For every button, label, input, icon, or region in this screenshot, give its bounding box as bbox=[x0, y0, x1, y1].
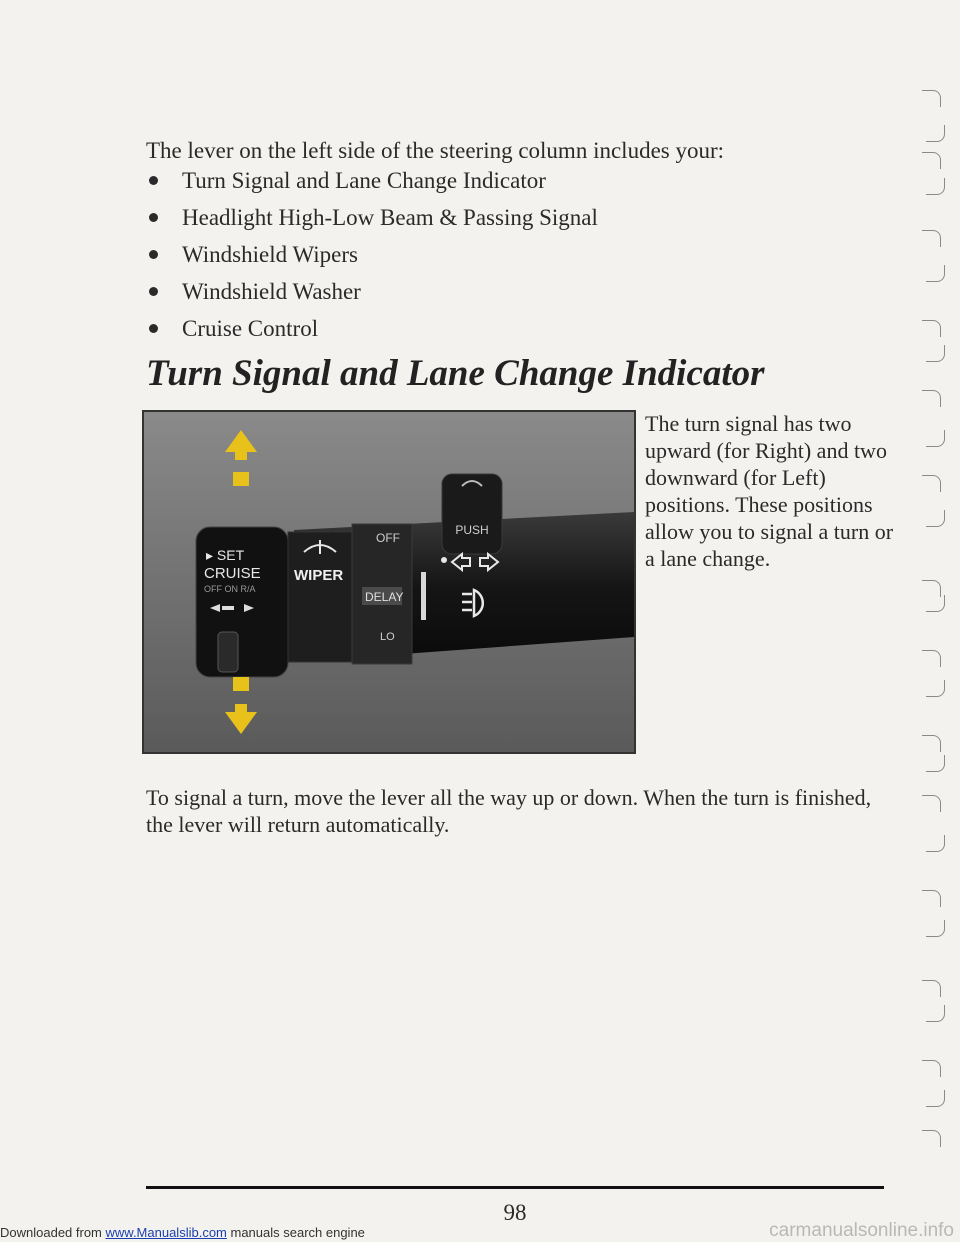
list-item: Headlight High-Low Beam & Passing Signal bbox=[146, 199, 598, 236]
page-edge-tabs bbox=[922, 90, 952, 1190]
edge-mark bbox=[926, 430, 945, 447]
lever-illustration bbox=[144, 412, 634, 752]
edge-mark bbox=[926, 510, 945, 527]
page-number: 98 bbox=[503, 1200, 527, 1225]
edge-mark bbox=[922, 90, 941, 107]
edge-mark bbox=[926, 680, 945, 697]
edge-mark bbox=[926, 835, 945, 852]
off-on-label: OFF ON R/A bbox=[204, 584, 256, 594]
edge-mark bbox=[922, 650, 941, 667]
edge-mark bbox=[926, 1005, 945, 1022]
edge-mark bbox=[926, 920, 945, 937]
section-title: Turn Signal and Lane Change Indicator bbox=[146, 353, 765, 394]
intro-text: The lever on the left side of the steering column includes your: bbox=[146, 138, 725, 163]
edge-mark bbox=[926, 178, 945, 195]
edge-mark bbox=[926, 1090, 945, 1107]
list-item: Windshield Wipers bbox=[146, 236, 598, 273]
bullet-icon bbox=[149, 250, 158, 259]
off-label: OFF bbox=[376, 531, 400, 545]
footer-rule bbox=[146, 1186, 884, 1189]
watermark: carmanualsonline.info bbox=[769, 1220, 954, 1241]
position-dot-icon bbox=[441, 557, 447, 563]
edge-mark bbox=[922, 1060, 941, 1077]
cruise-slide-switch[interactable] bbox=[218, 632, 238, 672]
turn-signal-lever-photo bbox=[142, 410, 636, 754]
list-item: Cruise Control bbox=[146, 310, 598, 347]
download-footer: Downloaded from www.Manualslib.com manuals search engine bbox=[0, 1225, 365, 1240]
bullet-icon bbox=[149, 213, 158, 222]
delay-indicator-bar bbox=[421, 572, 426, 620]
edge-mark bbox=[922, 735, 941, 752]
push-label: PUSH bbox=[455, 523, 489, 537]
manualslib-link[interactable]: www.Manualslib.com bbox=[105, 1225, 227, 1240]
bullet-icon bbox=[149, 287, 158, 296]
list-item: Turn Signal and Lane Change Indicator bbox=[146, 162, 598, 199]
edge-mark bbox=[926, 345, 945, 362]
bullet-icon bbox=[149, 176, 158, 185]
edge-mark bbox=[922, 1130, 941, 1147]
edge-mark bbox=[922, 475, 941, 492]
delay-label: DELAY bbox=[365, 590, 404, 604]
set-label: ▸ SET bbox=[206, 547, 245, 563]
edge-mark bbox=[922, 890, 941, 907]
edge-mark bbox=[922, 320, 941, 337]
edge-mark bbox=[922, 390, 941, 407]
up-position-square-icon bbox=[233, 472, 249, 486]
down-position-square-icon bbox=[233, 677, 249, 691]
feature-list bbox=[146, 162, 598, 347]
bullet-icon bbox=[149, 324, 158, 333]
turn-signal-description: The turn signal has two upward (for Right) and two downward (for Left) positions. These positions allow you to signal a turn or a lane change. bbox=[645, 411, 894, 571]
edge-mark bbox=[926, 755, 945, 772]
washer-push-button bbox=[442, 474, 502, 554]
signal-instructions: To signal a turn, move the lever all the way up or down. When the turn is finished, the lever will return automatically. bbox=[146, 785, 872, 837]
list-item: Windshield Washer bbox=[146, 273, 598, 310]
edge-mark bbox=[926, 125, 945, 142]
edge-mark bbox=[926, 595, 945, 612]
edge-mark bbox=[926, 265, 945, 282]
cruise-label: CRUISE bbox=[204, 565, 261, 582]
edge-mark bbox=[922, 152, 941, 169]
edge-mark bbox=[922, 795, 941, 812]
wiper-label: WIPER bbox=[294, 567, 344, 584]
edge-mark bbox=[922, 230, 941, 247]
lo-label: LO bbox=[380, 631, 395, 643]
edge-mark bbox=[922, 980, 941, 997]
